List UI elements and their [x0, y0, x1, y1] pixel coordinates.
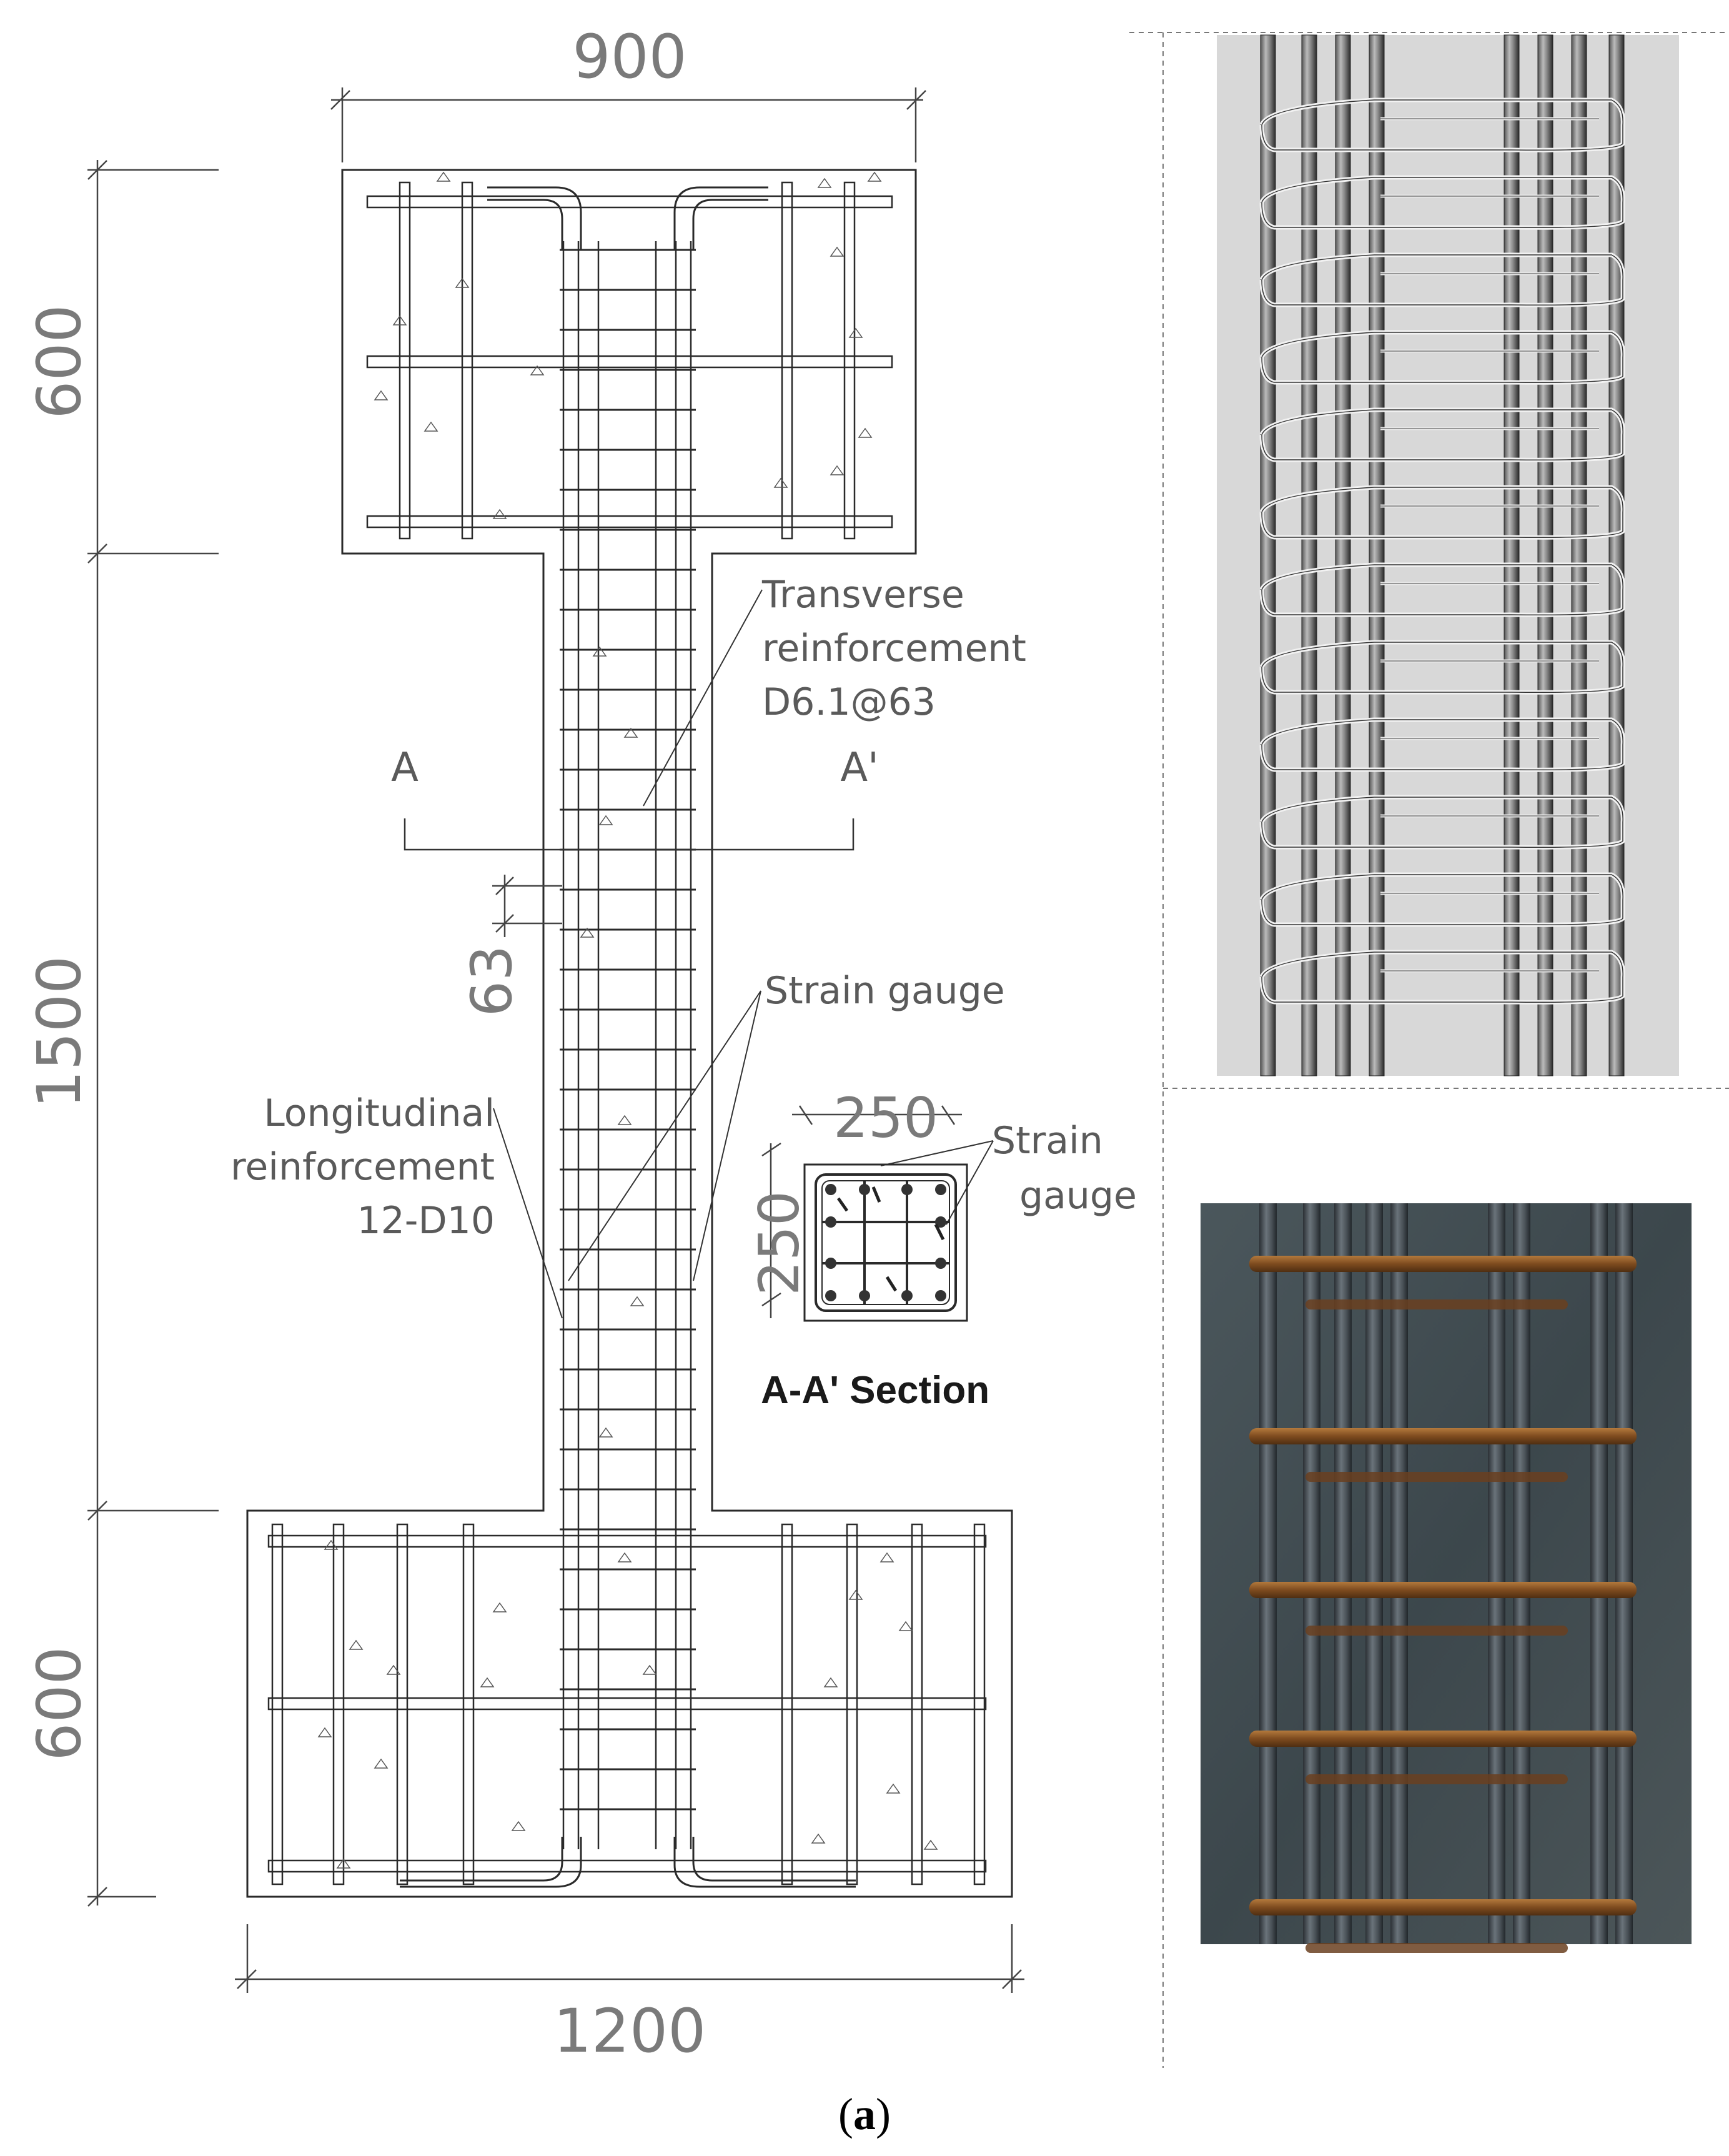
- label-transverse-line2: reinforcement: [762, 627, 1026, 670]
- aggregate-mark: [643, 1666, 656, 1674]
- aggregate-mark: [812, 1834, 825, 1843]
- photo-longitudinal-bar: [1334, 1203, 1352, 1944]
- photo-longitudinal-bar: [1303, 1203, 1320, 1944]
- aggregate-mark: [859, 429, 871, 437]
- aggregate-mark: [775, 479, 787, 487]
- photo-longitudinal-bar: [1513, 1203, 1530, 1944]
- dim-top-width: 900: [572, 22, 687, 92]
- aggregate-mark: [350, 1641, 362, 1649]
- bottom-longitudinal-hooks: [400, 1837, 856, 1887]
- section-aa-drawing: [805, 1165, 967, 1321]
- photo-tie: [1249, 1428, 1637, 1444]
- caption-close-paren: ): [876, 2089, 891, 2139]
- dim-column-height: 1500: [24, 955, 94, 1109]
- label-section-a: A: [391, 745, 419, 791]
- photo-longitudinal-bar: [1488, 1203, 1505, 1944]
- drawing-text-labels: [24, 22, 1137, 2066]
- aggregate-mark: [481, 1678, 493, 1687]
- specimen-outline: [247, 170, 1012, 1897]
- section-strain-gauge-marks: [838, 1187, 943, 1291]
- aggregate-mark: [375, 1759, 387, 1768]
- dim-bottom-height: 600: [24, 1646, 94, 1761]
- aggregate-mark: [831, 247, 843, 256]
- dim-top-height: 600: [24, 304, 94, 419]
- bottom-stub-horizontal-bars: [269, 1536, 986, 1872]
- aggregate-mark: [868, 172, 881, 181]
- aggregate-mark: [375, 391, 387, 400]
- photo-cross-tie: [1305, 1943, 1568, 1953]
- label-section-a-prime: A': [840, 745, 879, 791]
- aggregate-mark: [850, 1591, 862, 1599]
- render-longitudinal-bar: [1538, 35, 1553, 1076]
- aggregate-mark: [825, 1678, 837, 1687]
- section-aa-title: A-A' Section: [761, 1369, 990, 1412]
- caption-open-paren: (: [838, 2089, 853, 2139]
- column-longitudinal-bars: [563, 241, 691, 1849]
- photo-longitudinal-bar: [1615, 1203, 1633, 1944]
- label-longitudinal-line2: reinforcement: [230, 1145, 495, 1189]
- aggregate-mark: [319, 1728, 331, 1737]
- photo-tie: [1249, 1731, 1637, 1747]
- photo-tie: [1249, 1256, 1637, 1272]
- label-transverse-line3: D6.1@63: [762, 680, 936, 724]
- photo-longitudinal-bar: [1590, 1203, 1608, 1944]
- dim-section-height: 250: [747, 1191, 811, 1296]
- aggregate-mark: [899, 1622, 912, 1631]
- photo-longitudinal-bar: [1390, 1203, 1408, 1944]
- aggregate-mark: [600, 1428, 612, 1437]
- photo-longitudinal-bar: [1259, 1203, 1277, 1944]
- label-longitudinal-line3: 12-D10: [357, 1199, 495, 1243]
- top-stub-horizontal-bars: [367, 196, 892, 527]
- label-transverse-line1: Transverse: [762, 573, 964, 617]
- render-longitudinal-bar: [1335, 35, 1350, 1076]
- photo-tie: [1249, 1899, 1637, 1915]
- aggregate-mark: [618, 1553, 631, 1562]
- aggregate-mark: [493, 510, 506, 519]
- aggregate-mark: [512, 1822, 525, 1831]
- aggregate-mark: [593, 647, 606, 656]
- section-cut-line: [405, 818, 853, 850]
- photo-cross-tie: [1305, 1472, 1568, 1482]
- dim-bottom-width: 1200: [553, 1996, 706, 2066]
- aggregate-mark: [325, 1541, 337, 1549]
- photo-cross-tie: [1305, 1299, 1568, 1309]
- aggregate-mark: [887, 1784, 899, 1793]
- aggregate-mark: [493, 1603, 506, 1612]
- aggregate-mark: [618, 1116, 631, 1125]
- label-strain-gauge-section-line2: gauge: [1019, 1174, 1137, 1218]
- aggregate-mark: [437, 172, 450, 181]
- dim-tie-spacing: 63: [459, 945, 525, 1017]
- label-strain-gauge: Strain gauge: [765, 969, 1005, 1013]
- label-strain-gauge-section-line1: Strain: [992, 1119, 1103, 1163]
- photo-longitudinal-bar: [1365, 1203, 1383, 1944]
- aggregate-mark: [881, 1553, 893, 1562]
- caption-letter: a: [853, 2089, 876, 2139]
- aggregate-mark: [600, 816, 612, 825]
- rebar-cage-photo: [1201, 1203, 1692, 1953]
- figure-caption: [838, 2089, 891, 2139]
- top-stub-vertical-bars: [400, 182, 855, 539]
- structural-drawing: [247, 170, 1012, 1897]
- photo-cross-tie: [1305, 1774, 1568, 1784]
- aggregate-mark: [631, 1297, 643, 1306]
- photo-cross-tie: [1305, 1626, 1568, 1636]
- aggregate-mark: [924, 1841, 937, 1849]
- bottom-stub-vertical-bars: [272, 1524, 984, 1884]
- render-longitudinal-bar: [1504, 35, 1519, 1076]
- aggregate-mark: [818, 179, 831, 187]
- label-longitudinal-line1: Longitudinal: [264, 1091, 495, 1135]
- rebar-cage-3d-render: [1217, 35, 1679, 1076]
- render-longitudinal-bar: [1302, 35, 1317, 1076]
- aggregate-mark: [831, 466, 843, 475]
- section-longitudinal-bar-dots: [825, 1184, 946, 1301]
- render-longitudinal-bar: [1369, 35, 1384, 1076]
- dim-section-width: 250: [833, 1086, 938, 1150]
- aggregate-mark: [425, 422, 437, 431]
- render-longitudinal-bar: [1572, 35, 1587, 1076]
- dimension-lines: [87, 87, 1024, 1993]
- aggregate-mark: [850, 329, 862, 337]
- photo-tie: [1249, 1582, 1637, 1598]
